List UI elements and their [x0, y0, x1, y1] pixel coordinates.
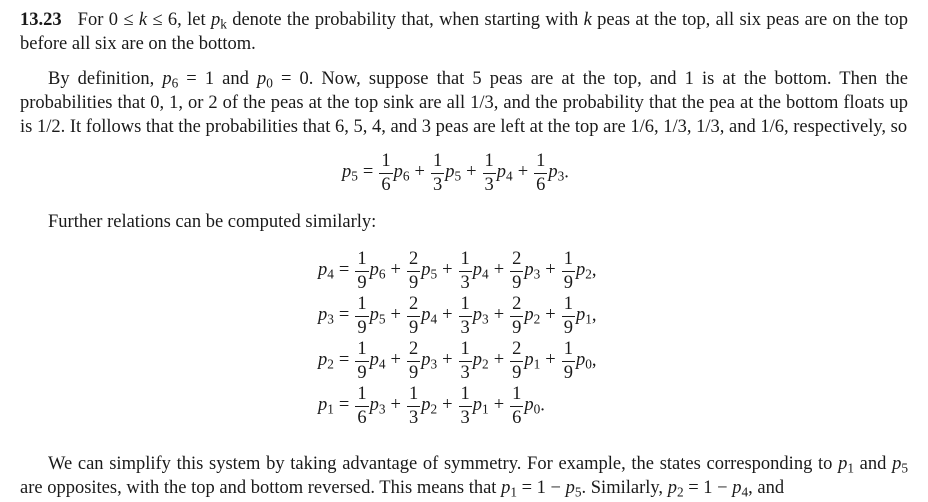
problem-statement: [20, 8, 908, 56]
math-subscript: 5: [430, 266, 438, 282]
math-variable: $p_1$: [472, 395, 489, 417]
math-variable: $p_4$: [369, 350, 386, 372]
plus-sign: +: [493, 395, 505, 416]
fraction: [459, 295, 472, 337]
plus-sign: +: [466, 162, 477, 183]
fraction: [355, 340, 368, 382]
math-subscript: 2: [676, 484, 684, 500]
math-variable: $p_3$: [472, 305, 489, 327]
math-variable: $p_2$: [421, 395, 438, 417]
math-variable: $p_1$: [524, 350, 541, 372]
fraction: [459, 385, 472, 427]
text-run: = 1 −: [683, 478, 733, 498]
math-subscript: 2: [430, 401, 438, 417]
fraction-numerator: 1: [562, 295, 575, 317]
fraction-denominator: 3: [408, 407, 419, 428]
math-variable: $p_0$: [256, 69, 273, 91]
math-subscript: 3: [430, 356, 438, 372]
equals-sign: =: [362, 162, 374, 183]
math-subscript: 6: [378, 266, 386, 282]
fraction-numerator: 1: [534, 152, 547, 174]
plus-sign: +: [390, 260, 401, 281]
fraction: [459, 340, 472, 382]
math-subscript: 5: [901, 460, 908, 476]
problem-statement-text: [20, 10, 908, 54]
equation-lhs: $p_3$: [318, 305, 334, 327]
text-run: , and: [748, 478, 785, 498]
fraction-numerator: 1: [562, 340, 575, 362]
equation-punctuation: .: [564, 162, 569, 183]
fraction-denominator: 3: [460, 272, 470, 293]
plus-sign: +: [493, 305, 505, 326]
fraction-numerator: 1: [483, 152, 496, 174]
fraction: [355, 250, 368, 292]
math-subscript: 0: [266, 75, 273, 91]
fraction: [510, 340, 523, 382]
plus-sign: +: [442, 395, 453, 416]
math-subscript: 1: [533, 356, 541, 372]
plus-sign: +: [442, 305, 453, 326]
fraction-numerator: 2: [510, 250, 523, 272]
plus-sign: +: [545, 350, 556, 371]
fraction-denominator: 6: [357, 407, 367, 428]
math-variable: $p_1$: [838, 454, 854, 476]
fraction-denominator: 6: [536, 174, 546, 195]
fraction-denominator: 9: [408, 317, 419, 338]
fraction-denominator: 9: [357, 272, 367, 293]
fraction-numerator: 1: [431, 152, 444, 174]
plus-sign: +: [545, 305, 556, 326]
math-variable: $p_4$: [472, 260, 489, 282]
text-run: Further relations can be computed similarly:: [48, 212, 377, 232]
math-variable: $p_2$: [667, 478, 684, 500]
fraction: [534, 152, 547, 194]
math-subscript: 0: [585, 356, 592, 372]
plus-sign: +: [442, 260, 453, 281]
text-run: . Similarly,: [581, 478, 668, 498]
math-variable: $p_3$: [548, 162, 565, 184]
text-run: = 1 and: [178, 69, 257, 89]
text-run: = 0. Now, suppose that 5 peas are at the top, and 1 is at the bottom. Then the probabilities that 0, 1, or 2 of the peas at the top sink are all 1/3, and the probability that the pea at the bottom floats up is 1/2. It follows that the probabilities that 6, 5, 4, and 3 peas are left at the top are 1/6, 1/3, 1/3, and 1/6, respectively, so: [20, 69, 908, 137]
text-run: = 1 −: [516, 478, 566, 498]
math-subscript: 4: [430, 311, 438, 327]
plus-sign: +: [414, 162, 425, 183]
fraction-numerator: 2: [510, 340, 523, 362]
math-subscript: 2: [482, 356, 489, 372]
fraction-numerator: 1: [459, 250, 472, 272]
fraction-denominator: 9: [357, 317, 367, 338]
math-variable: $p_6$: [162, 69, 179, 91]
fraction: [407, 340, 420, 382]
math-subscript: k: [220, 16, 227, 32]
math-variable: $p_3$: [524, 260, 541, 282]
equals-sign: =: [338, 305, 350, 326]
fraction-numerator: 1: [355, 385, 368, 407]
fraction: [510, 385, 523, 427]
math-subscript: 0: [533, 401, 541, 417]
fraction-numerator: 2: [407, 295, 420, 317]
math-variable: k: [583, 10, 592, 30]
plus-sign: +: [517, 162, 529, 183]
fraction-numerator: 1: [379, 152, 392, 174]
equation-p5: [342, 152, 569, 194]
fraction-denominator: 3: [484, 174, 494, 195]
plus-sign: +: [390, 305, 401, 326]
equation-lhs: $p_1$: [318, 395, 334, 417]
fraction: [510, 295, 523, 337]
lhs-subscript: 4: [327, 266, 334, 282]
fraction: [379, 152, 392, 194]
text-run: We can simplify this system by taking advantage of symmetry. For example, the states corresponding to: [48, 454, 839, 474]
equation-punctuation: ,: [591, 260, 597, 281]
equation-p2: [318, 340, 597, 382]
math-subscript: 5: [378, 311, 386, 327]
text-run: denote the probability that, when starting with: [226, 10, 584, 30]
fraction-numerator: 2: [510, 295, 523, 317]
fraction-numerator: 1: [355, 295, 368, 317]
equation-p1: [318, 385, 545, 427]
plus-sign: +: [545, 260, 556, 281]
lhs-subscript: 1: [327, 401, 334, 417]
fraction-denominator: 9: [357, 362, 367, 383]
fraction: [459, 250, 472, 292]
plus-sign: +: [390, 395, 401, 416]
fraction-denominator: 9: [563, 362, 573, 383]
equation-lhs: $p_4$: [318, 260, 334, 282]
fraction-numerator: 1: [459, 295, 472, 317]
fraction-numerator: 1: [459, 385, 472, 407]
problem-number: 13.23: [20, 10, 62, 30]
math-variable: $p_0$: [524, 395, 541, 417]
fraction-denominator: 9: [512, 362, 522, 383]
fraction-denominator: 3: [432, 174, 443, 195]
math-variable: $p_1$: [501, 478, 517, 500]
fraction-denominator: 6: [381, 174, 391, 195]
equation-lhs: $p_5$: [342, 162, 358, 184]
math-subscript: 4: [378, 356, 386, 372]
fraction: [562, 340, 575, 382]
math-subscript: 4: [741, 484, 749, 500]
paragraph-definition: [20, 67, 908, 139]
text-run: ≤ 6, let: [147, 10, 211, 30]
equation-p4: [318, 250, 597, 292]
fraction-numerator: 1: [355, 250, 368, 272]
fraction-denominator: 3: [460, 407, 470, 428]
math-subscript: 1: [847, 460, 854, 476]
fraction: [407, 385, 420, 427]
math-variable: $p_4$: [421, 305, 438, 327]
text-run: and: [854, 454, 893, 474]
fraction-numerator: 1: [510, 385, 523, 407]
equals-sign: =: [338, 260, 350, 281]
paragraph-symmetry: [20, 452, 908, 500]
plus-sign: +: [493, 350, 505, 371]
math-subscript: 3: [533, 266, 541, 282]
equation-punctuation: ,: [591, 305, 597, 326]
math-subscript: 3: [378, 401, 386, 417]
fraction: [562, 250, 575, 292]
math-subscript: 1: [510, 484, 517, 500]
math-variable: $p_5$: [565, 478, 582, 500]
lhs-subscript: 3: [327, 311, 334, 327]
math-variable: $p_k$: [210, 10, 227, 32]
math-variable: $p_6$: [393, 162, 410, 184]
fraction-numerator: 1: [459, 340, 472, 362]
math-variable: $p_4$: [496, 162, 513, 184]
math-variable: $p_2$: [524, 305, 541, 327]
math-variable: $p_2$: [575, 260, 592, 282]
math-subscript: 6: [171, 75, 179, 91]
math-subscript: 2: [585, 266, 592, 282]
fraction-numerator: 1: [355, 340, 368, 362]
text-run: By definition,: [48, 69, 163, 89]
equals-sign: =: [338, 395, 350, 416]
lhs-subscript: 5: [351, 168, 358, 184]
text-run: peas at the top, all six peas are on the top before all six are on the bottom.: [20, 10, 908, 54]
equals-sign: =: [338, 350, 350, 371]
math-variable: $p_4$: [732, 478, 749, 500]
math-subscript: 3: [482, 311, 489, 327]
plus-sign: +: [493, 260, 505, 281]
math-subscript: 3: [557, 168, 565, 184]
fraction: [407, 250, 420, 292]
math-subscript: 1: [585, 311, 592, 327]
math-subscript: 5: [574, 484, 582, 500]
fraction-denominator: 6: [512, 407, 522, 428]
math-variable: $p_5$: [445, 162, 462, 184]
fraction-denominator: 9: [512, 317, 522, 338]
lhs-subscript: 2: [327, 356, 334, 372]
fraction: [483, 152, 496, 194]
fraction-numerator: 1: [562, 250, 575, 272]
math-variable: $p_5$: [369, 305, 386, 327]
math-variable: $p_5$: [421, 260, 438, 282]
math-subscript: 2: [533, 311, 541, 327]
fraction: [407, 295, 420, 337]
fraction-denominator: 3: [460, 317, 470, 338]
math-subscript: 6: [402, 168, 410, 184]
math-variable: $p_3$: [421, 350, 438, 372]
math-subscript: 1: [482, 401, 489, 417]
math-variable: $p_2$: [472, 350, 489, 372]
equation-punctuation: .: [540, 395, 545, 416]
math-subscript: 5: [454, 168, 462, 184]
math-variable: $p_1$: [575, 305, 592, 327]
equation-punctuation: ,: [591, 350, 597, 371]
math-variable: k: [138, 10, 148, 30]
fraction: [355, 295, 368, 337]
paragraph-further-relations: [20, 210, 908, 234]
fraction-numerator: 2: [407, 250, 420, 272]
math-subscript: 4: [482, 266, 489, 282]
plus-sign: +: [390, 350, 401, 371]
fraction-numerator: 2: [407, 340, 420, 362]
fraction-denominator: 9: [408, 272, 419, 293]
fraction: [355, 385, 368, 427]
fraction: [431, 152, 444, 194]
math-variable: $p_0$: [575, 350, 592, 372]
math-subscript: 4: [506, 168, 513, 184]
fraction-denominator: 9: [512, 272, 522, 293]
math-variable: $p_5$: [892, 454, 908, 476]
fraction-denominator: 3: [460, 362, 470, 383]
fraction: [562, 295, 575, 337]
fraction-denominator: 9: [563, 317, 573, 338]
fraction: [510, 250, 523, 292]
fraction-numerator: 1: [407, 385, 420, 407]
equation-p3: [318, 295, 597, 337]
fraction-denominator: 9: [408, 362, 419, 383]
plus-sign: +: [442, 350, 453, 371]
fraction-denominator: 9: [563, 272, 573, 293]
text-run: For 0 ≤: [77, 10, 139, 30]
math-variable: $p_3$: [369, 395, 386, 417]
equation-lhs: $p_2$: [318, 350, 334, 372]
text-run: are opposites, with the top and bottom reversed. This means that: [20, 478, 502, 498]
math-variable: $p_6$: [369, 260, 386, 282]
